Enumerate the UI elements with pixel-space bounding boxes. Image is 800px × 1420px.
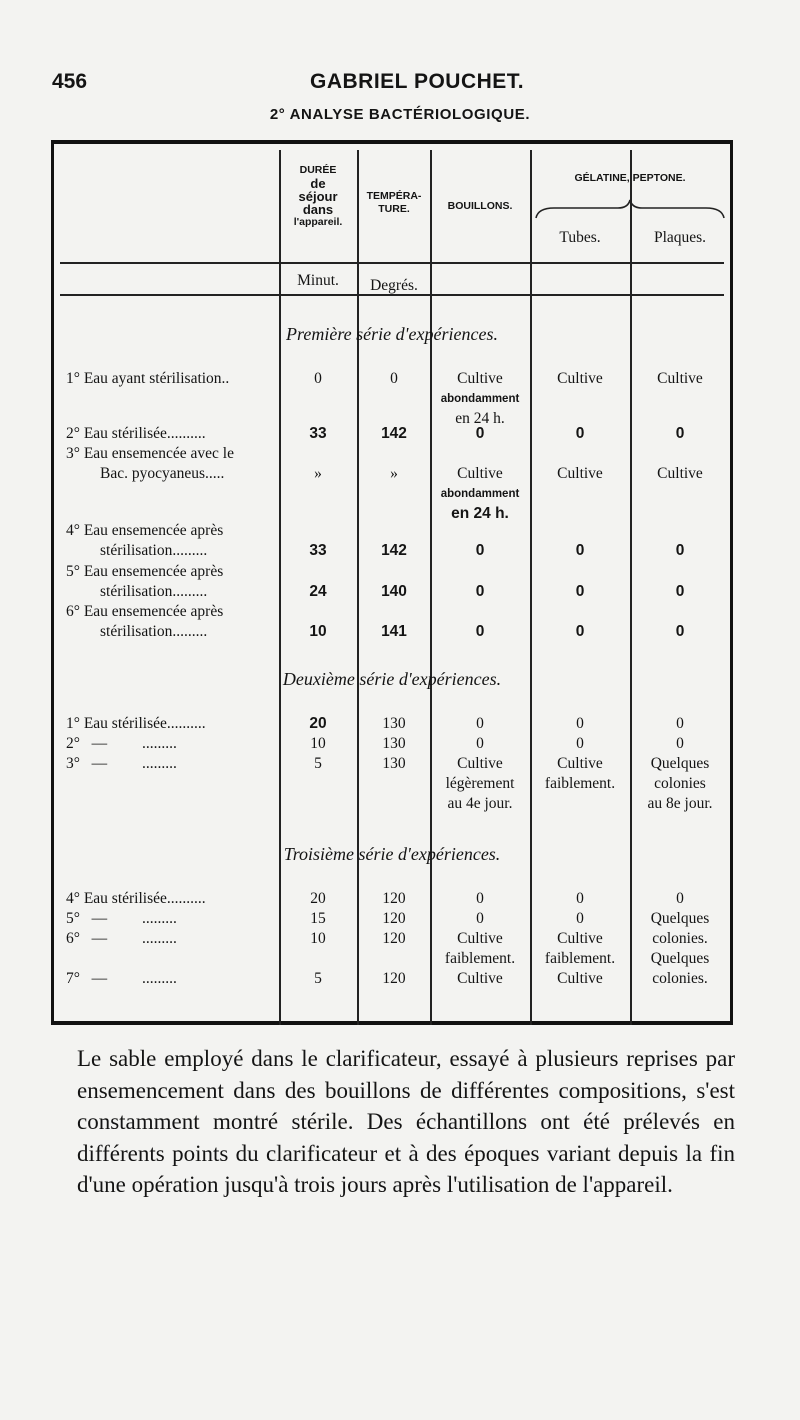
header-rule bbox=[60, 262, 724, 264]
row-label-cont: Bac. pyocyaneus..... bbox=[100, 465, 225, 482]
cell-plaques: 0 bbox=[675, 542, 685, 559]
cell-plaques: Quelques colonies au 8e jour. bbox=[647, 755, 713, 812]
header-bouillons: BOUILLONS. bbox=[447, 200, 513, 212]
cell-bouillons: Cultive faiblement. bbox=[444, 930, 516, 967]
row-label: 2° — ......... bbox=[66, 735, 177, 752]
cell-tubes: Cultive bbox=[557, 465, 603, 482]
running-header bbox=[52, 70, 742, 100]
cell-duree: 24 bbox=[309, 583, 327, 600]
cell-tubes: 0 bbox=[575, 542, 585, 559]
row-label: 5° Eau ensemencée après bbox=[66, 563, 224, 580]
cell-duree: 10 bbox=[310, 930, 326, 947]
cell-bouillons: Cultive légèrement au 4e jour. bbox=[445, 755, 515, 812]
row-label: 1° Eau ayant stérilisation.. bbox=[66, 370, 230, 387]
cell-temperature: » bbox=[390, 465, 398, 482]
cell-bouillons: 0 bbox=[475, 623, 485, 640]
header-duree: DURÉE de séjour dans l'appareil. bbox=[293, 164, 343, 228]
row-label: 3° Eau ensemencée avec le bbox=[66, 445, 234, 462]
cell-duree: 10 bbox=[309, 623, 327, 640]
cell-tubes: Cultive faiblement. bbox=[544, 755, 616, 792]
cell-plaques: 0 bbox=[676, 735, 684, 752]
row-label: 5° — ......... bbox=[66, 910, 177, 927]
cell-plaques: 0 bbox=[676, 715, 684, 732]
cell-temperature: 142 bbox=[381, 425, 407, 442]
series-title: Première série d'expériences. bbox=[286, 324, 498, 344]
cell-tubes: 0 bbox=[576, 890, 584, 907]
cell-plaques: colonies. Quelques bbox=[650, 930, 710, 967]
row-label: 6° — ......... bbox=[66, 930, 177, 947]
cell-plaques: Quelques bbox=[650, 910, 710, 927]
cell-temperature: 130 bbox=[382, 755, 406, 772]
row-label: 4° Eau ensemencée après bbox=[66, 522, 224, 539]
row-label-cont: stérilisation......... bbox=[100, 542, 208, 559]
cell-bouillons: 0 bbox=[476, 735, 484, 752]
cell-temperature: 140 bbox=[381, 583, 407, 600]
row-label-cont: stérilisation......... bbox=[100, 623, 208, 640]
row-label: 3° — ......... bbox=[66, 755, 177, 772]
cell-plaques: colonies. bbox=[652, 970, 708, 987]
header-plaques: Plaques. bbox=[653, 229, 707, 246]
row-label: 7° — ......... bbox=[66, 970, 177, 987]
cell-bouillons: Cultive bbox=[457, 970, 503, 987]
column-rule bbox=[430, 150, 432, 1025]
cell-duree: 33 bbox=[309, 425, 327, 442]
cell-tubes: 0 bbox=[576, 910, 584, 927]
series-title: Troisième série d'expériences. bbox=[283, 844, 501, 864]
cell-bouillons: 0 bbox=[476, 715, 484, 732]
series-title: Deuxième série d'expériences. bbox=[282, 669, 502, 689]
page-number: 456 bbox=[52, 70, 88, 93]
cell-duree: 10 bbox=[310, 735, 326, 752]
cell-plaques: 0 bbox=[675, 583, 685, 600]
cell-temperature: 130 bbox=[382, 735, 406, 752]
cell-bouillons: 0 bbox=[476, 890, 484, 907]
running-title: GABRIEL POUCHET. bbox=[310, 70, 525, 93]
cell-temperature: 120 bbox=[382, 890, 406, 907]
cell-tubes: 0 bbox=[575, 623, 585, 640]
cell-plaques: Cultive bbox=[657, 370, 703, 387]
cell-duree: 33 bbox=[309, 542, 327, 559]
header-gelatine: GÉLATINE, PEPTONE. bbox=[574, 172, 686, 184]
cell-bouillons: 0 bbox=[476, 910, 484, 927]
cell-tubes: Cultive bbox=[557, 370, 603, 387]
cell-bouillons: 0 bbox=[475, 542, 485, 559]
column-rule bbox=[630, 150, 632, 1025]
cell-bouillons: Cultive abondamment en 24 h. bbox=[440, 370, 520, 427]
header-tubes: Tubes. bbox=[559, 229, 601, 246]
cell-bouillons: Cultive abondamment en 24 h. bbox=[440, 465, 520, 522]
cell-duree: 20 bbox=[310, 890, 326, 907]
cell-temperature: 120 bbox=[382, 930, 406, 947]
unit-minutes: Minut. bbox=[297, 272, 339, 289]
row-label-cont: stérilisation......... bbox=[100, 583, 208, 600]
row-label: 6° Eau ensemencée après bbox=[66, 603, 224, 620]
cell-bouillons: 0 bbox=[475, 425, 485, 442]
cell-plaques: 0 bbox=[675, 425, 685, 442]
cell-tubes: 0 bbox=[576, 735, 584, 752]
results-table bbox=[51, 140, 733, 1025]
row-label: 2° Eau stérilisée.......... bbox=[66, 425, 206, 442]
cell-temperature: 141 bbox=[381, 623, 407, 640]
row-label: 1° Eau stérilisée.......... bbox=[66, 715, 206, 732]
cell-plaques: 0 bbox=[675, 623, 685, 640]
header-temperature: TEMPÉRA- TURE. bbox=[366, 190, 422, 215]
cell-plaques: Cultive bbox=[657, 465, 703, 482]
cell-temperature: 130 bbox=[382, 715, 406, 732]
cell-temperature: 120 bbox=[382, 970, 406, 987]
cell-bouillons: 0 bbox=[475, 583, 485, 600]
cell-tubes: 0 bbox=[575, 425, 585, 442]
cell-tubes: Cultive bbox=[557, 970, 603, 987]
row-label: 4° Eau stérilisée.......... bbox=[66, 890, 206, 907]
cell-plaques: 0 bbox=[676, 890, 684, 907]
cell-temperature: 142 bbox=[381, 542, 407, 559]
cell-duree: 0 bbox=[314, 370, 322, 387]
cell-duree: » bbox=[314, 465, 322, 482]
cell-duree: 5 bbox=[314, 970, 322, 987]
unit-degrees: Degrés. bbox=[370, 277, 418, 294]
body-paragraph: Le sable employé dans le clarificateur, essayé à plusieurs reprises par ensemencement dans des bouillons de différentes compositions, s'est constamment montré stérile. Des échantillons ont été prélevés en différents points du clarificateur et à des époques variant depuis la fin d'une opération jusqu'à trois jours après l'utilisation de l'appareil. bbox=[77, 1046, 735, 1197]
cell-duree: 5 bbox=[314, 755, 322, 772]
cell-temperature: 120 bbox=[382, 910, 406, 927]
brace-graphic bbox=[534, 198, 726, 222]
cell-tubes: 0 bbox=[575, 583, 585, 600]
cell-temperature: 0 bbox=[390, 370, 398, 387]
cell-tubes: 0 bbox=[576, 715, 584, 732]
cell-duree: 20 bbox=[309, 715, 327, 732]
cell-tubes: Cultive faiblement. bbox=[544, 930, 616, 967]
section-title: 2° ANALYSE BACTÉRIOLOGIQUE. bbox=[269, 106, 531, 123]
column-rule bbox=[530, 150, 532, 1025]
cell-duree: 15 bbox=[310, 910, 326, 927]
